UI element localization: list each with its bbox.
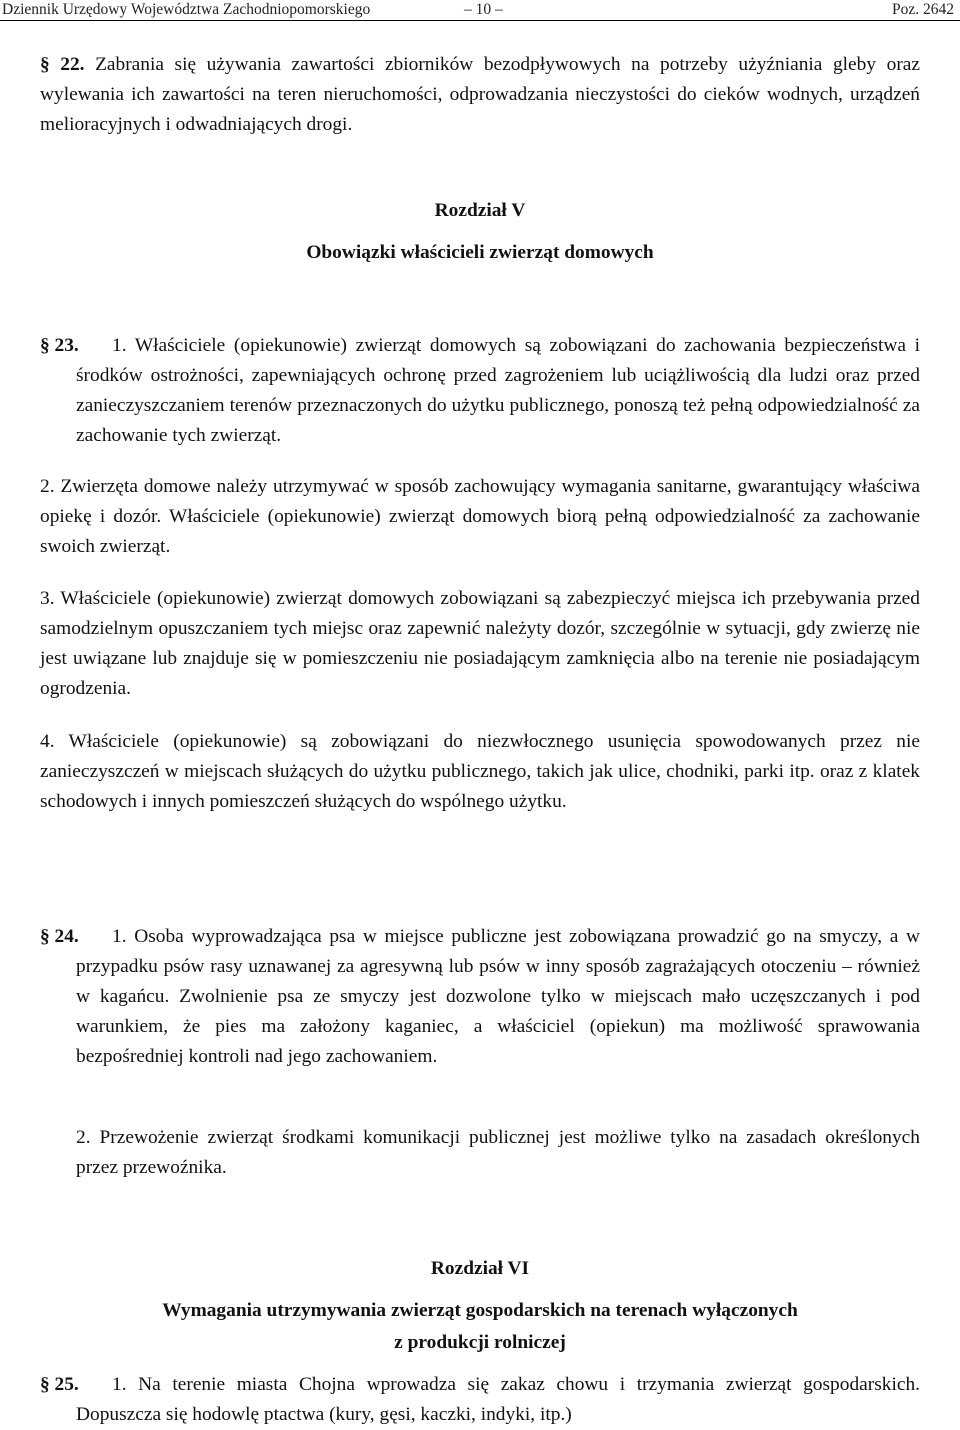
section-24-para-2 — [76, 1123, 920, 1183]
section-23-para-1-text: Właściciele (opiekunowie) zwierząt domowych są zobowiązani do zachowania bezpieczeństwa i środków ostrożności, zapewniających ochronę przed zagrożeniem lub uciążliwością dla ludzi oraz przed zanieczyszczaniem terenów przeznaczonych do użytku publicznego, ponoszą też pełną odpowiedzialność za zachowanie tych zwierząt. — [76, 335, 921, 446]
section-23-number-block — [40, 331, 80, 361]
position-number: Poz. 2642 — [892, 1, 954, 18]
section-24-number: § 24. — [40, 926, 79, 947]
section-23-para-1-number: 1. — [112, 335, 127, 356]
chapter-6-subtitle-line-2: z produkcji rolniczej — [394, 1332, 566, 1353]
section-24-para-1-number: 1. — [112, 926, 127, 947]
section-23-para-3: 3. Właściciele (opiekunowie) zwierząt domowych zobowiązani są zabezpieczyć miejsca ich przebywania przed samodzielnym opuszczaniem tych miejsc oraz zapewnić należyty dozór, szczególnie w sytuacji, gdy zwierzę nie jest uwiązane lub znajduje się w pomieszczeniu nie posiadającym zamknięcia albo na terenie nie posiadającym ogrodzenia. — [40, 588, 920, 699]
section-25-para-1-number: 1. — [112, 1374, 127, 1395]
chapter-6-subtitle-line-1: Wymagania utrzymywania zwierząt gospodarskich na terenach wyłączonych — [162, 1300, 798, 1321]
chapter-5-title: Rozdział V — [434, 200, 526, 221]
section-22-number: § 22. — [40, 54, 85, 75]
page-header — [0, 0, 960, 21]
section-23-para-1 — [76, 331, 920, 451]
chapter-5-subtitle: Obowiązki właścicieli zwierząt domowych — [306, 242, 654, 263]
journal-title: Dziennik Urzędowy Województwa Zachodniopomorskiego — [2, 1, 371, 18]
section-24-para-1 — [76, 922, 920, 1072]
section-22 — [40, 50, 920, 140]
section-24-para-2-number: 2. — [76, 1127, 91, 1148]
page-number: – 10 – — [464, 1, 503, 18]
section-23-para-2: 2. Zwierzęta domowe należy utrzymywać w sposób zachowujący wymagania sanitarne, gwarantujący właściwa opiekę i dozór. Właściciele (opiekunowie) zwierząt domowych biorą pełną odpowiedzialność za zachowanie swoich zwierząt. — [40, 476, 920, 557]
section-24-para-2-text: Przewożenie zwierząt środkami komunikacji publicznej jest możliwe tylko na zasadach określonych przez przewoźnika. — [76, 1127, 920, 1178]
chapter-6-title: Rozdział VI — [430, 1258, 530, 1279]
section-25-number: § 25. — [40, 1374, 79, 1395]
section-25-para-1-text: Na terenie miasta Chojna wprowadza się zakaz chowu i trzymania zwierząt gospodarskich. Dopuszcza się hodowlę ptactwa (kury, gęsi, kaczki, indyki, itp.) — [76, 1374, 920, 1425]
section-22-text: Zabrania się używania zawartości zbiorników bezodpływowych na potrzeby użyźniania gleby oraz wylewania ich zawartości na teren nieruchomości, odprowadzania nieczystości do cieków wodnych, urządzeń melioracyjnych i odwadniających drogi. — [40, 54, 920, 135]
section-25-para-1 — [76, 1370, 920, 1430]
section-23-para-4: 4. Właściciele (opiekunowie) są zobowiązani do niezwłocznego usunięcia spowodowanych przez nie zanieczyszczeń w miejscach służących do użytku publicznego, takich jak ulice, chodniki, parki itp. oraz z klatek schodowych i innych pomieszczeń służących do wspólnego użytku. — [40, 731, 920, 812]
section-23-number: § 23. — [40, 335, 79, 356]
section-24-para-1-text: Osoba wyprowadzająca psa w miejsce publiczne jest zobowiązana prowadzić go na smyczy, a w przypadku psów rasy uznawanej za agresywną lub psów w inny sposób zagrażających otoczeniu – również w kagańcu. Zwolnienie psa ze smyczy jest dozwolone tylko w miejscach mało uczęszczanych i pod warunkiem, że pies ma założony kaganiec, a właściciel (opiekun) ma możliwość sprawowania bezpośredniej kontroli nad jego zachowaniem. — [76, 926, 920, 1067]
